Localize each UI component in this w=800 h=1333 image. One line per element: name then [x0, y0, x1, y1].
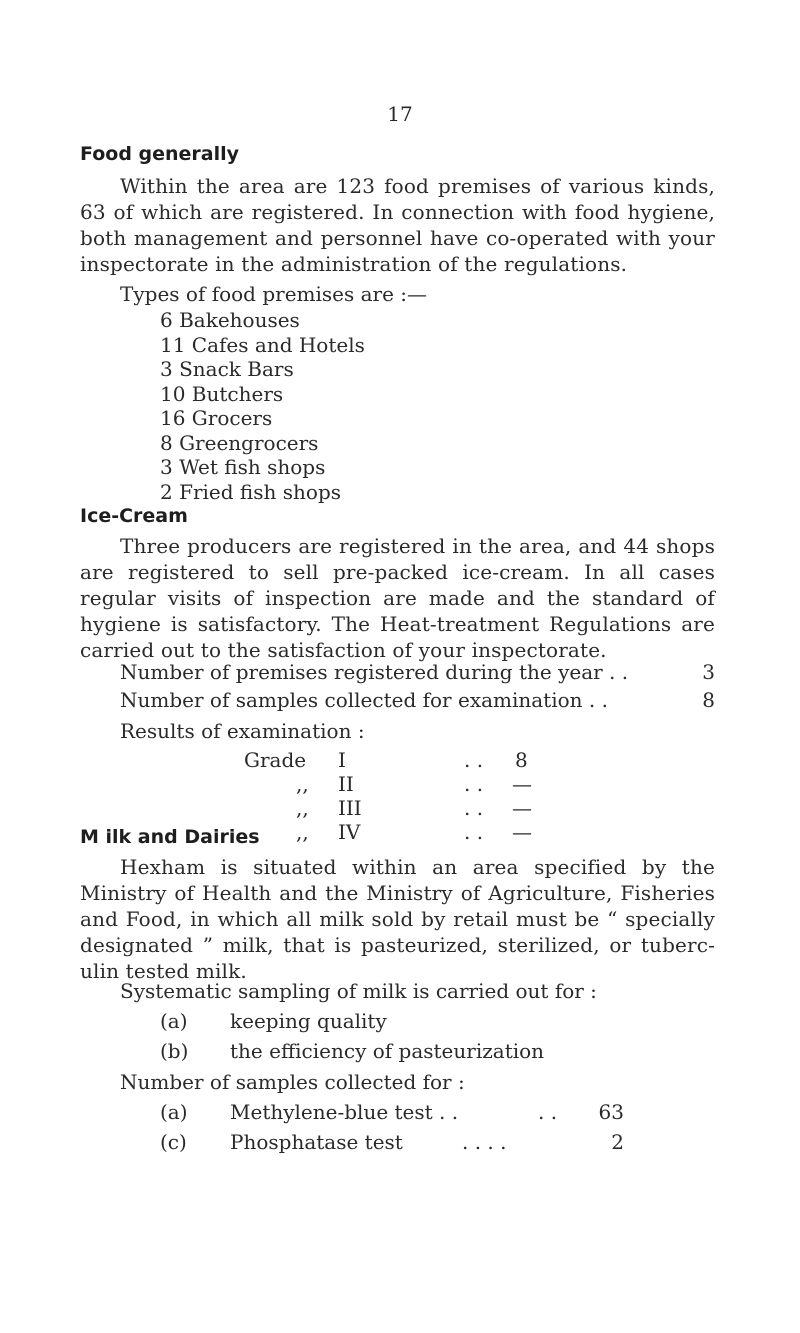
- sample-value: 63: [598, 1100, 624, 1124]
- list-item: 11 Cafes and Hotels: [160, 332, 365, 357]
- grade-value: 8: [515, 748, 528, 772]
- stat-label-premises: Number of premises registered during the year . .: [120, 660, 629, 684]
- grade-prefix: Grade: [244, 748, 307, 772]
- sampling-letter: (a): [160, 1009, 188, 1033]
- sampling-text: keeping quality: [230, 1009, 387, 1033]
- grade-dots: . .: [464, 748, 484, 772]
- page-number: 17: [387, 102, 413, 126]
- grade-prefix: ,,: [296, 772, 309, 796]
- stat-value-premises: 3: [702, 660, 715, 684]
- grade-dots: . .: [464, 796, 484, 820]
- list-item: 10 Butchers: [160, 381, 284, 406]
- list-item: 6 Bakehouses: [160, 308, 300, 332]
- results-label: Results of examination :: [120, 719, 365, 743]
- list-item: 2 Fried fish shops: [160, 479, 342, 504]
- sample-letter: (c): [160, 1130, 187, 1154]
- list-item: 8 Greengrocers: [160, 430, 319, 455]
- list-item: 3 Wet fish shops: [160, 455, 326, 479]
- food-premises-list: [160, 308, 365, 504]
- food-paragraph: Within the area are 123 food premises of various kinds, 63 of which are registered. In connection with food hygiene, both management and personnel have co-operated with your inspectorate in the administration of the regulations.: [80, 174, 715, 276]
- grade-value: —: [512, 796, 532, 820]
- sample-text: Methylene-blue test . .: [230, 1100, 459, 1124]
- sample-dots: . . . .: [462, 1130, 507, 1154]
- sample-dots: . .: [538, 1100, 558, 1124]
- stat-value-samples: 8: [702, 688, 715, 712]
- grade-prefix: ,,: [296, 796, 309, 820]
- milk-paragraph: Hexham is situated within an area specified by the Ministry of Health and the Ministry of Agriculture, Fisheries and Food, in which all milk sold by retail must be “ specially designated ” milk, that is pasteurized, sterilized, or tuberc- ulin tested milk.: [80, 855, 715, 983]
- food-types-intro: Types of food premises are :—: [120, 282, 428, 306]
- sampling-text: the efficiency of pasteurization: [230, 1039, 545, 1063]
- stat-label-samples: Number of samples collected for examination . .: [120, 688, 608, 712]
- sample-text: Phosphatase test: [230, 1130, 403, 1154]
- grade-level: I: [338, 748, 346, 772]
- sample-value: 2: [611, 1130, 624, 1154]
- section-heading-icecream: Ice-Cream: [80, 505, 188, 527]
- grade-dots: . .: [464, 772, 484, 796]
- list-item: 3 Snack Bars: [160, 357, 294, 381]
- sampling-intro: Systematic sampling of milk is carried out for :: [120, 979, 597, 1003]
- grade-prefix: ,,: [296, 820, 309, 844]
- grade-level: IV: [338, 820, 361, 844]
- sampling-letter: (b): [160, 1039, 189, 1063]
- section-heading-food: Food generally: [80, 143, 240, 165]
- icecream-paragraph: Three producers are registered in the area, and 44 shops are registered to sell pre-packed ice-cream. In all cases regular visits of inspection are made and the standard of hygiene is satisfactory. The Heat-treatment Regulations are carried out to the satisfaction of your inspectorate.: [80, 534, 715, 662]
- section-heading-milk: M ilk and Dairies: [80, 826, 260, 848]
- grade-value: —: [512, 772, 532, 796]
- grade-dots: . .: [464, 820, 484, 844]
- grade-level: II: [338, 772, 354, 796]
- samples-intro: Number of samples collected for :: [120, 1070, 465, 1094]
- grade-value: —: [512, 820, 532, 844]
- grade-level: III: [338, 796, 362, 820]
- sample-letter: (a): [160, 1100, 188, 1124]
- list-item: 16 Grocers: [160, 406, 273, 430]
